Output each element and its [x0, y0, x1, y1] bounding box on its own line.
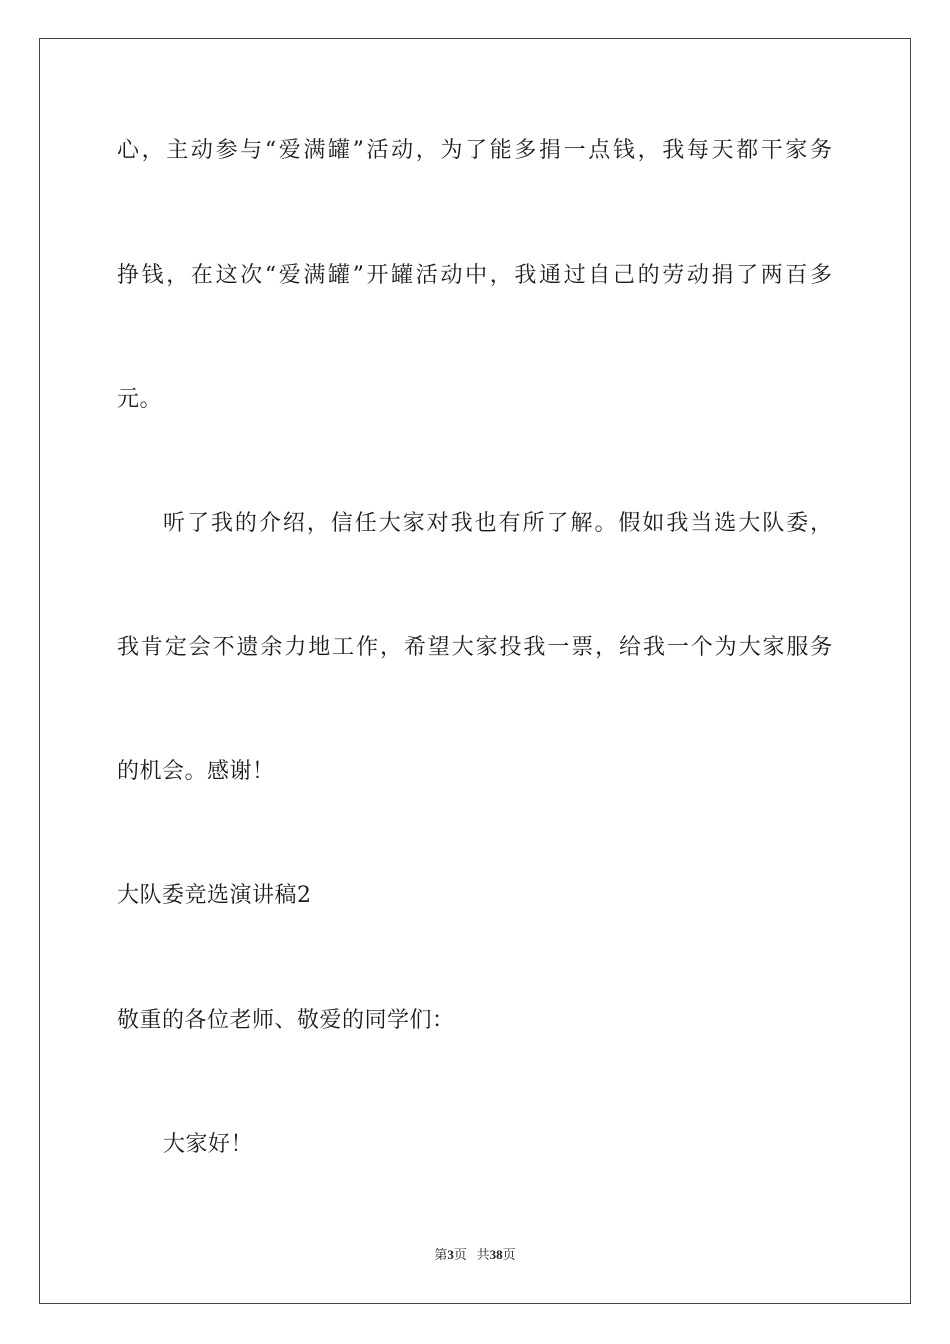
glyph: 自: [588, 263, 611, 288]
glyph: 动: [440, 263, 463, 288]
glyph: ，: [637, 138, 661, 163]
body-line-5: [117, 633, 833, 663]
glyph: 劳: [662, 263, 685, 288]
glyph: 这: [215, 263, 239, 288]
glyph: 所: [522, 511, 546, 536]
glyph: 大: [378, 511, 402, 536]
glyph: 罐: [328, 263, 351, 288]
glyph: 动: [190, 138, 214, 163]
footer-page-prefix: 第: [434, 1247, 448, 1262]
glyph: 为: [440, 138, 463, 163]
glyph: ，: [306, 511, 330, 536]
glyph: 天: [711, 138, 734, 163]
glyph: 个: [690, 635, 714, 660]
glyph: 我: [117, 635, 140, 660]
glyph: 了: [546, 511, 570, 536]
glyph: 一: [666, 635, 690, 660]
glyph: 能: [489, 138, 513, 163]
body-line-6: 的机会。感谢！: [117, 759, 275, 784]
footer-total-suffix: 页: [502, 1247, 516, 1262]
glyph: 假: [618, 511, 641, 536]
glyph: 有: [498, 511, 522, 536]
glyph: “: [264, 263, 277, 288]
glyph: 满: [303, 138, 326, 163]
glyph: 绍: [282, 511, 306, 536]
glyph: 定: [164, 635, 188, 660]
glyph: 选: [714, 511, 737, 536]
glyph: 多: [810, 263, 833, 288]
body-line-1: [117, 136, 833, 166]
glyph: 大: [451, 635, 475, 660]
glyph: 给: [619, 635, 642, 660]
glyph: 望: [427, 635, 451, 660]
glyph: 挣: [117, 263, 140, 288]
glyph: 作: [356, 635, 379, 660]
glyph: 我: [450, 511, 474, 536]
glyph: ，: [166, 263, 189, 288]
glyph: 。: [594, 511, 617, 536]
glyph: 大: [738, 511, 761, 536]
glyph: 听: [163, 511, 186, 536]
glyph: 捐: [539, 138, 562, 163]
glyph: 队: [762, 511, 785, 536]
glyph: 我: [662, 138, 685, 163]
glyph: 不: [212, 635, 236, 660]
glyph: 了: [186, 511, 210, 536]
glyph: 都: [736, 138, 759, 163]
glyph: 满: [303, 263, 326, 288]
glyph: 力: [284, 635, 307, 660]
glyph: 过: [563, 263, 587, 288]
glyph: 解: [570, 511, 593, 536]
glyph: 家: [402, 511, 426, 536]
glyph: 爱: [278, 138, 302, 163]
glyph: 我: [666, 511, 689, 536]
footer-page-number: 3: [447, 1247, 454, 1262]
glyph: 了: [465, 138, 488, 163]
glyph: 与: [240, 138, 263, 163]
glyph: 也: [474, 511, 498, 536]
glyph: 务: [810, 138, 833, 163]
glyph: 地: [308, 635, 331, 660]
glyph: 动: [686, 263, 710, 288]
glyph: 通: [539, 263, 562, 288]
glyph: 一: [563, 138, 587, 163]
glyph: 两: [760, 263, 784, 288]
glyph: 一: [547, 635, 570, 660]
glyph: 开: [366, 263, 390, 288]
glyph: 工: [332, 635, 355, 660]
glyph: 服: [786, 635, 809, 660]
footer-total-pages: 38: [489, 1247, 503, 1262]
glyph: 的: [234, 511, 258, 536]
page-border: [39, 38, 911, 1304]
glyph: ，: [415, 138, 439, 163]
glyph: 如: [642, 511, 665, 536]
glyph: ”: [352, 138, 365, 163]
glyph: 捐: [711, 263, 734, 288]
glyph: 我: [642, 635, 666, 660]
glyph: 每: [686, 138, 710, 163]
glyph: ，: [489, 263, 513, 288]
glyph: 参: [215, 138, 239, 163]
glyph: 爱: [278, 263, 302, 288]
glyph: 动: [391, 138, 414, 163]
glyph: 希: [403, 635, 427, 660]
salutation-line: 敬重的各位老师、敬爱的同学们：: [117, 1008, 455, 1033]
glyph: 钱: [612, 138, 636, 163]
glyph: 多: [514, 138, 537, 163]
section-heading: 大队委竞选演讲稿2: [117, 883, 312, 908]
glyph: 大: [738, 635, 762, 660]
body-line-3: 元。: [117, 387, 163, 412]
glyph: 主: [166, 138, 189, 163]
glyph: 活: [415, 263, 439, 288]
glyph: 钱: [141, 263, 165, 288]
glyph: ，: [810, 511, 833, 536]
glyph: 当: [690, 511, 713, 536]
glyph: 票: [571, 635, 594, 660]
glyph: 次: [240, 263, 263, 288]
glyph: 中: [465, 263, 488, 288]
glyph: ，: [595, 635, 618, 660]
glyph: 余: [260, 635, 283, 660]
page-footer: [0, 1246, 950, 1264]
glyph: 心: [117, 138, 140, 163]
greeting-line: 大家好！: [163, 1132, 254, 1157]
glyph: 委: [786, 511, 809, 536]
footer-total-prefix: 共: [476, 1247, 490, 1262]
glyph: 家: [475, 635, 499, 660]
glyph: 了: [736, 263, 759, 288]
glyph: 的: [637, 263, 661, 288]
glyph: 信: [330, 511, 354, 536]
glyph: 我: [523, 635, 546, 660]
glyph: 罐: [391, 263, 414, 288]
glyph: 家: [785, 138, 808, 163]
glyph: 百: [785, 263, 808, 288]
glyph: 对: [426, 511, 450, 536]
glyph: 家: [762, 635, 785, 660]
glyph: 肯: [140, 635, 164, 660]
glyph: 我: [210, 511, 234, 536]
glyph: 我: [514, 263, 537, 288]
glyph: 投: [499, 635, 523, 660]
glyph: 点: [588, 138, 611, 163]
body-line-4: [163, 509, 833, 539]
glyph: 务: [810, 635, 833, 660]
footer-page-suffix: 页: [453, 1247, 467, 1262]
glyph: 为: [714, 635, 738, 660]
glyph: 干: [760, 138, 784, 163]
glyph: ”: [352, 263, 365, 288]
glyph: ，: [379, 635, 403, 660]
glyph: 活: [366, 138, 390, 163]
body-line-2: [117, 261, 833, 291]
glyph: 会: [188, 635, 212, 660]
glyph: 罐: [328, 138, 351, 163]
glyph: ，: [141, 138, 165, 163]
glyph: 任: [354, 511, 378, 536]
glyph: 在: [190, 263, 214, 288]
glyph: 介: [258, 511, 282, 536]
glyph: 遗: [236, 635, 260, 660]
glyph: “: [264, 138, 277, 163]
glyph: 己: [612, 263, 636, 288]
